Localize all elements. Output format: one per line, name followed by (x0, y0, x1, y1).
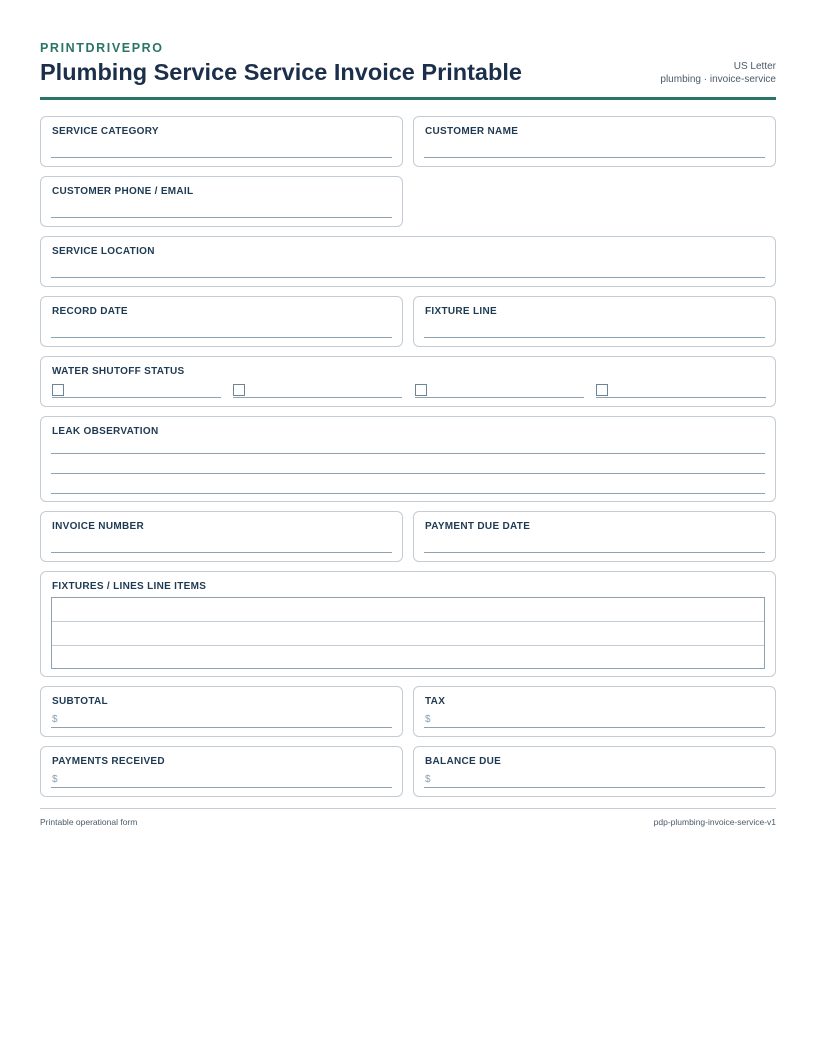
payments-received-currency-symbol: $ (52, 774, 58, 785)
document-tags: plumbing · invoice-service (660, 74, 776, 85)
water-shutoff-status-label: WATER SHUTOFF STATUS (52, 366, 185, 377)
line-items-field (40, 571, 776, 677)
document-meta (660, 60, 776, 86)
line-items-table (51, 597, 765, 669)
shutoff-option-line-1[interactable] (52, 397, 221, 398)
record-date-field[interactable] (40, 296, 403, 347)
shutoff-checkbox-3[interactable] (415, 384, 427, 396)
payments-received-input-line[interactable] (51, 787, 392, 788)
subtotal-currency-symbol: $ (52, 714, 58, 725)
service-category-input-line[interactable] (51, 157, 392, 158)
balance-due-input-line[interactable] (424, 787, 765, 788)
fixture-line-input-line[interactable] (424, 337, 765, 338)
leak-observation-line-1[interactable] (51, 453, 765, 454)
invoice-number-field[interactable] (40, 511, 403, 562)
subtotal-input-line[interactable] (51, 727, 392, 728)
payments-received-label: PAYMENTS RECEIVED (52, 756, 165, 767)
line-items-label: FIXTURES / LINES LINE ITEMS (52, 581, 207, 592)
payment-due-date-field[interactable] (413, 511, 776, 562)
shutoff-option-line-3[interactable] (415, 397, 584, 398)
shutoff-checkbox-1[interactable] (52, 384, 64, 396)
water-shutoff-status-field (40, 356, 776, 407)
invoice-form-page (40, 40, 776, 827)
leak-observation-line-2[interactable] (51, 473, 765, 474)
invoice-number-input-line[interactable] (51, 552, 392, 553)
shutoff-checkbox-4[interactable] (596, 384, 608, 396)
form-footer (40, 808, 776, 832)
subtotal-label: SUBTOTAL (52, 696, 108, 707)
tax-label: TAX (425, 696, 446, 707)
payment-due-date-input-line[interactable] (424, 552, 765, 553)
tax-field[interactable] (413, 686, 776, 737)
page-title: Plumbing Service Service Invoice Printable (40, 59, 522, 85)
service-category-field[interactable] (40, 116, 403, 167)
invoice-number-label: INVOICE NUMBER (52, 521, 144, 532)
record-date-label: RECORD DATE (52, 306, 128, 317)
footer-description: Printable operational form (40, 817, 138, 827)
balance-due-field[interactable] (413, 746, 776, 797)
balance-due-currency-symbol: $ (425, 774, 431, 785)
tax-currency-symbol: $ (425, 714, 431, 725)
leak-observation-label: LEAK OBSERVATION (52, 426, 159, 437)
customer-name-field[interactable] (413, 116, 776, 167)
record-date-input-line[interactable] (51, 337, 392, 338)
tax-input-line[interactable] (424, 727, 765, 728)
payments-received-field[interactable] (40, 746, 403, 797)
brand-name: PRINTDRIVEPRO (40, 41, 164, 55)
shutoff-option-line-4[interactable] (596, 397, 766, 398)
service-location-label: SERVICE LOCATION (52, 246, 155, 257)
table-row[interactable] (52, 646, 764, 670)
customer-name-label: CUSTOMER NAME (425, 126, 519, 137)
table-row[interactable] (52, 598, 764, 622)
footer-form-id: pdp-plumbing-invoice-service-v1 (653, 817, 776, 827)
service-location-field[interactable] (40, 236, 776, 287)
payment-due-date-label: PAYMENT DUE DATE (425, 521, 531, 532)
customer-name-input-line[interactable] (424, 157, 765, 158)
customer-contact-input-line[interactable] (51, 217, 392, 218)
service-category-label: SERVICE CATEGORY (52, 126, 159, 137)
paper-size: US Letter (733, 61, 776, 72)
balance-due-label: BALANCE DUE (425, 756, 502, 767)
leak-observation-field[interactable] (40, 416, 776, 502)
fixture-line-label: FIXTURE LINE (425, 306, 497, 317)
table-row[interactable] (52, 622, 764, 646)
shutoff-checkbox-2[interactable] (233, 384, 245, 396)
subtotal-field[interactable] (40, 686, 403, 737)
shutoff-option-line-2[interactable] (233, 397, 402, 398)
fixture-line-field[interactable] (413, 296, 776, 347)
customer-contact-field[interactable] (40, 176, 403, 227)
leak-observation-line-3[interactable] (51, 493, 765, 494)
form-header (40, 40, 776, 100)
service-location-input-line[interactable] (51, 277, 765, 278)
customer-contact-label: CUSTOMER PHONE / EMAIL (52, 186, 194, 197)
